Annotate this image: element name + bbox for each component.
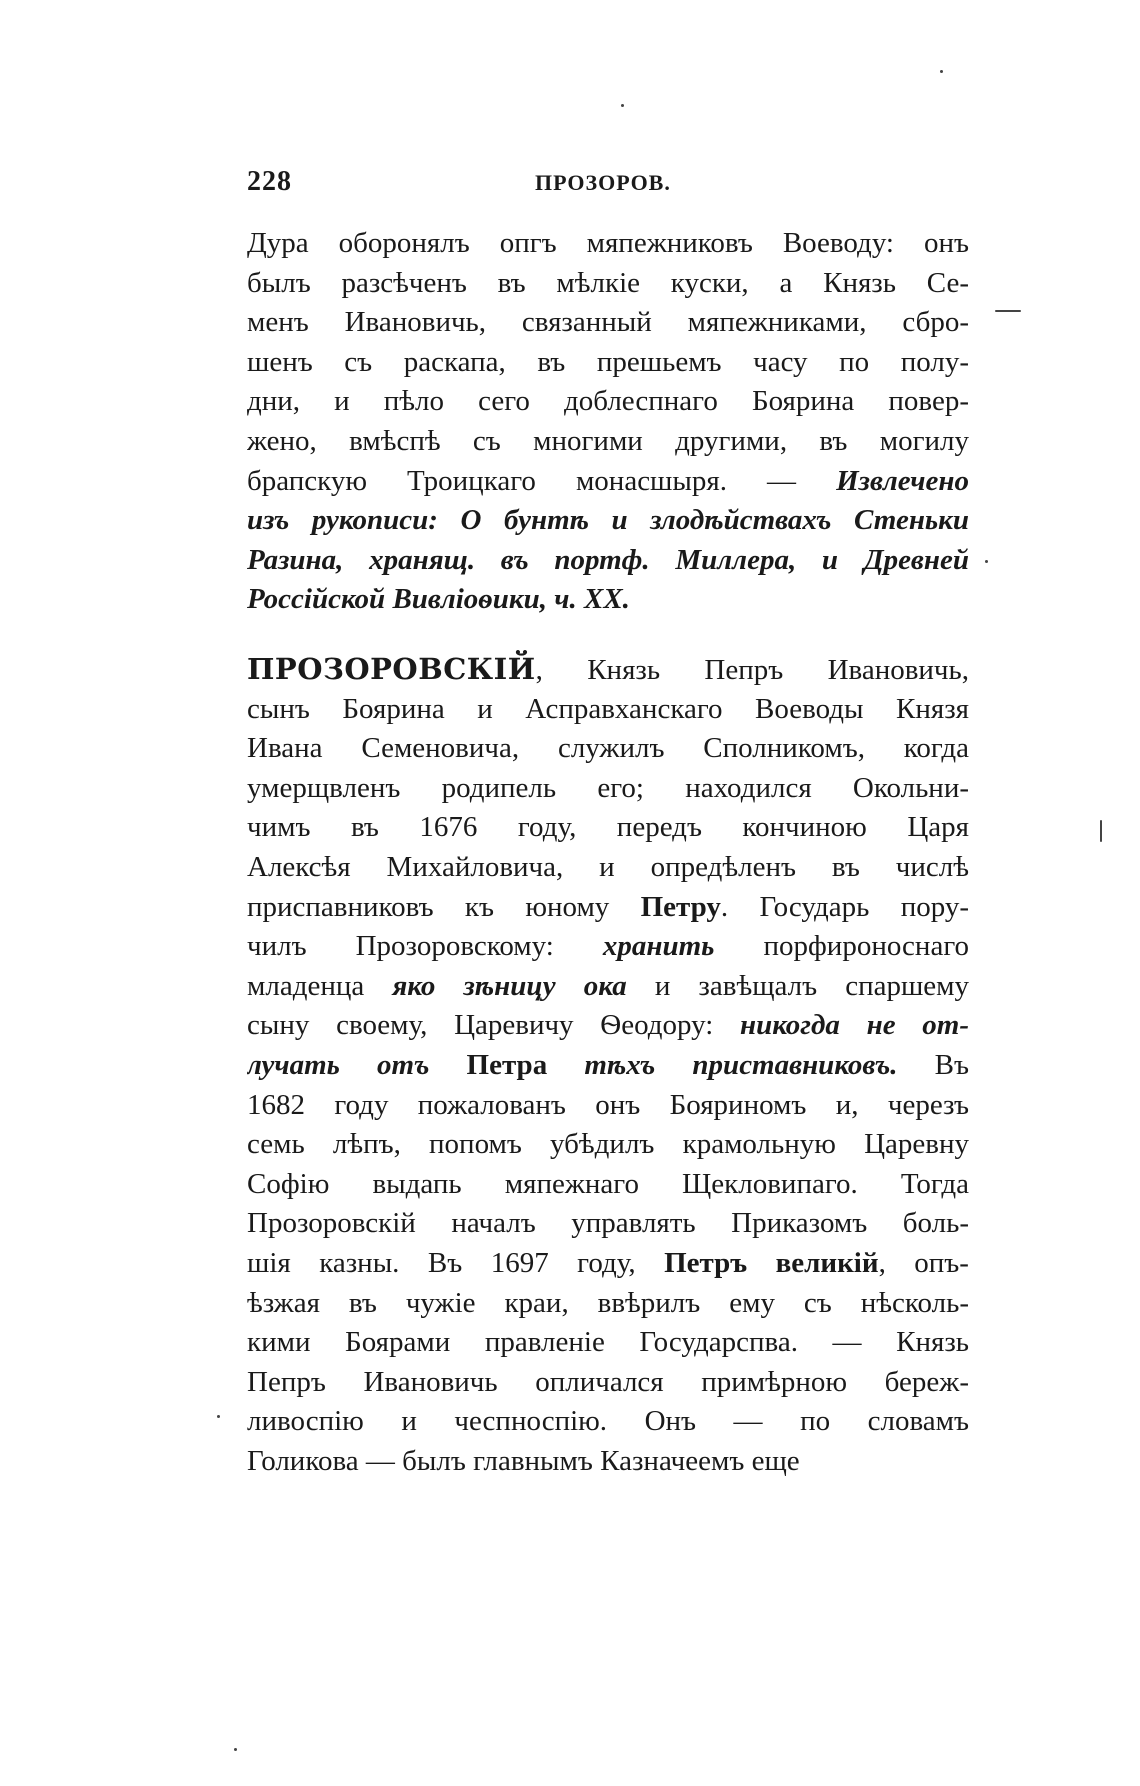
text-line [247, 541, 969, 581]
text-segment: шія казны. Въ 1697 году, [247, 1246, 665, 1279]
text-line [247, 1244, 969, 1284]
text-line [247, 1125, 969, 1165]
text-line [247, 848, 969, 888]
text-segment: Разина, хранящ. въ портф. Миллера, и Древней [247, 543, 969, 576]
text-line [247, 650, 969, 690]
text-segment: лучать отъ [247, 1048, 467, 1081]
text-segment: Петра [466, 1048, 548, 1081]
text-line [247, 769, 969, 809]
text-line [247, 382, 969, 422]
text-segment: Въ [897, 1048, 969, 1081]
text-line [247, 580, 969, 620]
text-segment: ливоспію и чеспноспію. Онъ — по словамъ [247, 1405, 969, 1438]
text-line [247, 1402, 969, 1442]
running-head: ПРОЗОРОВ. [535, 170, 671, 195]
text-segment: Петру [640, 890, 721, 923]
text-segment: Прозоровскій началъ управлять Приказомъ боль- [247, 1207, 969, 1240]
scan-speck [985, 560, 988, 563]
text-segment: менъ Ивановичь, связанный мяпежниками, сбро- [247, 306, 969, 339]
text-segment: Россійской Вивліоѳики, ч. XX. [247, 583, 630, 616]
text-segment: кими Боярами правленіе Государспва. — Князь [247, 1326, 969, 1359]
text-segment: и завѣщалъ спаршему [626, 969, 969, 1002]
scan-speck [217, 1415, 220, 1418]
text-line [247, 690, 969, 730]
page-header [247, 166, 967, 206]
text-segment: былъ разсѣченъ въ мѣлкіе куски, а Князь Се- [247, 266, 969, 299]
text-segment: хранить [602, 930, 715, 963]
text-segment: Голикова — былъ главнымъ Казначеемъ еще [247, 1444, 800, 1477]
scan-speck [940, 70, 943, 73]
text-line [247, 1204, 969, 1244]
text-line [247, 422, 969, 462]
text-segment: изъ рукописи: О бунтѣ и злодѣйствахъ Стеньки [247, 504, 969, 537]
text-segment: никогда не от- [739, 1009, 969, 1042]
text-segment: умерщвленъ родипель его; находился Окольни- [247, 771, 969, 804]
text-line [247, 1046, 969, 1086]
text-segment: Алексѣя Михайловича, и опредѣленъ въ числѣ [247, 850, 969, 883]
text-line [247, 224, 969, 264]
entry-heading: ПРОЗОРОВСКІЙ [247, 652, 536, 686]
text-segment: приспавниковъ къ юному [247, 890, 641, 923]
scan-speck [1100, 820, 1102, 842]
text-line [247, 501, 969, 541]
paragraph-2 [247, 650, 969, 1481]
text-line [247, 729, 969, 769]
text-line [247, 1086, 969, 1126]
text-segment: Петръ великій [664, 1246, 879, 1279]
text-line [247, 1363, 969, 1403]
text-line [247, 1442, 969, 1482]
scan-speck [234, 1748, 237, 1751]
text-segment: Пепръ Ивановичь опличался примѣрною береж- [247, 1365, 969, 1398]
text-segment: , опъ- [878, 1246, 969, 1279]
text-segment: порфироноснаго [714, 930, 969, 963]
text-line [247, 1323, 969, 1363]
text-segment: сыну своему, Царевичу Ѳеодору: [247, 1009, 740, 1042]
text-line [247, 1006, 969, 1046]
text-line [247, 1165, 969, 1205]
text-segment: Ивана Семеновича, служилъ Сполникомъ, когда [247, 732, 969, 765]
text-line [247, 888, 969, 928]
text-segment: семь лѣпъ, попомъ убѣдилъ крамольную Царевну [247, 1128, 969, 1161]
text-segment: Софію выдапь мяпежнаго Щекловипаго. Тогда [247, 1167, 969, 1200]
scan-speck [995, 310, 1021, 312]
text-line [247, 1284, 969, 1324]
text-line [247, 967, 969, 1007]
text-segment: сынъ Боярина и Асправханскаго Воеводы Князя [247, 692, 969, 725]
text-segment: тѣхъ приставниковъ. [547, 1048, 898, 1081]
text-line [247, 808, 969, 848]
text-segment: , Князь Пепръ Ивановичь, [535, 654, 969, 686]
text-segment: чилъ Прозоровскому: [247, 930, 603, 963]
text-segment: яко зѣницу ока [392, 969, 627, 1002]
text-segment: младенца [247, 969, 393, 1002]
text-line [247, 343, 969, 383]
page-number: 228 [247, 166, 292, 197]
text-segment: . Государь пору- [720, 890, 969, 923]
text-segment: жено, вмѣспѣ съ многими другими, въ могилу [247, 424, 969, 457]
text-segment: Извлечено [836, 464, 969, 497]
text-line [247, 264, 969, 304]
text-segment: 1682 году пожалованъ онъ Бояриномъ и, черезъ [247, 1088, 969, 1121]
text-segment: Дура оборонялъ опгъ мяпежниковъ Воеводу: онъ [247, 227, 969, 259]
text-line [247, 462, 969, 502]
text-segment: брапскую Троицкаго монасшыря. — [247, 464, 837, 497]
text-line [247, 927, 969, 967]
text-segment: чимъ въ 1676 году, передъ кончиною Царя [247, 811, 969, 844]
paragraph-1 [247, 224, 969, 620]
text-segment: шенъ съ раскапа, въ прешьемъ часу по полу- [247, 345, 969, 378]
text-segment: ѣзжая въ чужіе краи, ввѣрилъ ему съ нѣсколь- [247, 1286, 969, 1319]
text-segment: дни, и пѣло сего доблеспнаго Боярина повер- [247, 385, 969, 418]
scan-speck [621, 104, 624, 107]
text-line [247, 303, 969, 343]
